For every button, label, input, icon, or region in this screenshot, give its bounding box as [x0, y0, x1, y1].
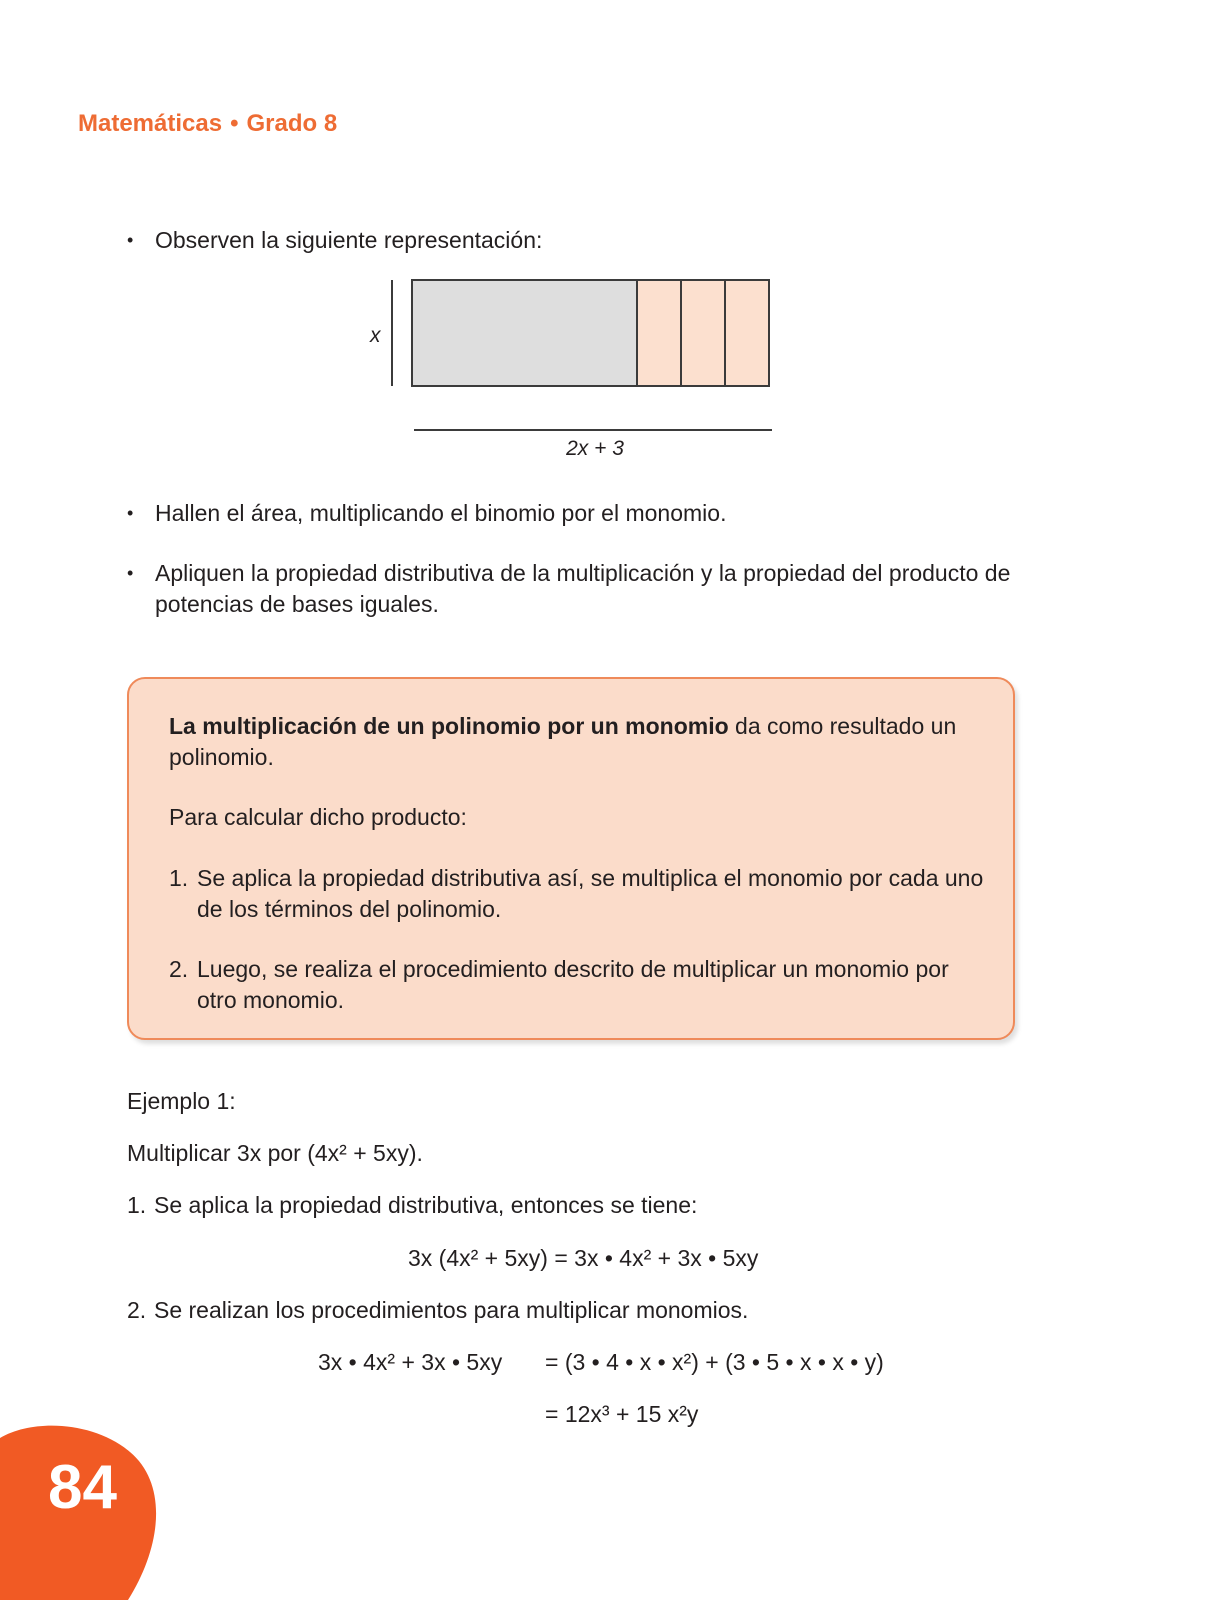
step-number: 1.	[127, 1192, 147, 1218]
example-title: Ejemplo 1:	[127, 1088, 236, 1114]
example-step-2	[127, 1295, 748, 1326]
rule-step-number: 1.	[169, 865, 189, 891]
equation-distributive: 3x (4x² + 5xy) = 3x • 4x² + 3x • 5xy	[408, 1245, 759, 1271]
area-diagram	[360, 278, 790, 478]
rule-how: Para calcular dicho producto:	[169, 804, 467, 830]
rule-step-2	[169, 954, 989, 1016]
height-label: x	[370, 324, 381, 347]
example-statement: Multiplicar 3x por (4x² + 5xy).	[127, 1140, 423, 1166]
step-text: Se realizan los procedimientos para multiplicar monomios.	[154, 1297, 749, 1323]
equation-right: = (3 • 4 • x • x²) + (3 • 5 • x • x • y)	[545, 1349, 884, 1375]
equation-left: 3x • 4x² + 3x • 5xy	[318, 1349, 503, 1375]
rule-step-number: 2.	[169, 956, 189, 982]
header-grade: Grado 8	[246, 110, 338, 137]
page-number: 84	[48, 1453, 117, 1522]
rule-step-1	[169, 863, 989, 925]
x-squared-rect	[412, 280, 637, 386]
header-separator: •	[230, 110, 239, 137]
bullet-dot: •	[127, 230, 134, 250]
rule-step-text: Se aplica la propiedad distributiva así, se multiplica el monomio por cada uno de los términos del polinomio.	[197, 865, 984, 922]
bullet-apply	[127, 558, 1035, 620]
rule-intro-bold: La multiplicación de un polinomio por un monomio	[169, 713, 729, 739]
bullet-text: Observen la siguiente representación:	[155, 227, 543, 253]
rule-step-text: Luego, se realiza el procedimiento descrito de multiplicar un monomio por otro monomio.	[197, 956, 949, 1013]
step-number: 2.	[127, 1297, 147, 1323]
rule-box	[127, 677, 1015, 1040]
bullet-dot: •	[127, 503, 134, 523]
header-subject: Matemáticas	[78, 110, 223, 137]
bullet-observe	[127, 225, 1035, 256]
unit-strip-2	[681, 280, 725, 386]
unit-strip-3	[725, 280, 769, 386]
running-header	[78, 110, 337, 138]
rule-intro-rest: da como resultado un polinomio.	[169, 713, 957, 770]
bullet-text: Hallen el área, multiplicando el binomio por el monomio.	[155, 500, 727, 526]
equation-result: = 12x³ + 15 x²y	[545, 1401, 699, 1427]
unit-strip-1	[637, 280, 681, 386]
rule-intro	[169, 711, 989, 773]
bullet-area	[127, 498, 1035, 529]
bullet-text: Apliquen la propiedad distributiva de la multiplicación y la propiedad del producto de potencias de bases iguales.	[155, 560, 1011, 617]
example-step-1	[127, 1190, 697, 1221]
width-label: 2x + 3	[566, 437, 624, 460]
step-text: Se aplica la propiedad distributiva, entonces se tiene:	[154, 1192, 698, 1218]
bullet-dot: •	[127, 563, 134, 583]
